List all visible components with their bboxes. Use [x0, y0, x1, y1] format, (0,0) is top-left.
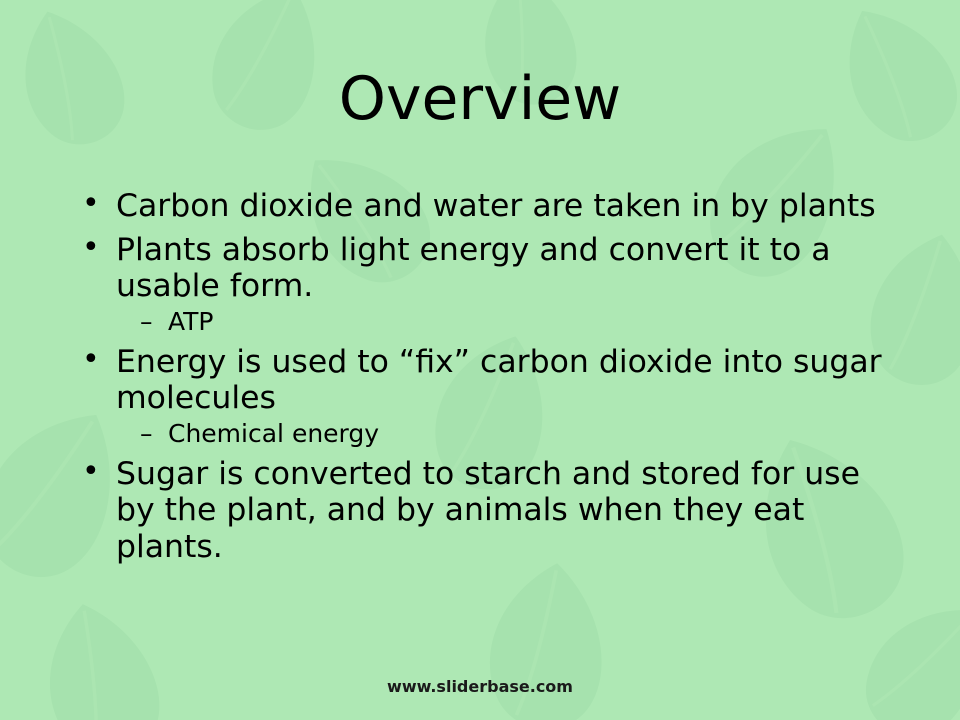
list-item [66, 456, 906, 566]
page-title: Overview [338, 64, 622, 134]
bullet-text: Sugar is converted to starch and stored for use by the plant, and by animals when they eat plants. [116, 455, 860, 565]
bullet-text: Carbon dioxide and water are taken in by plants [116, 188, 876, 224]
list-item [66, 188, 906, 225]
sub-list-item [116, 419, 906, 449]
leaf-icon [824, 567, 960, 720]
slide-body [66, 188, 906, 572]
sub-bullet-text: Chemical energy [168, 418, 380, 448]
sub-bullet-text: ATP [168, 306, 214, 336]
leaf-icon [14, 587, 186, 720]
footer-watermark: www.sliderbase.com [387, 677, 573, 696]
bullet-list [66, 188, 906, 565]
bullet-text: Plants absorb light energy and convert it to a usable form. [116, 231, 831, 305]
sub-list-item [116, 307, 906, 337]
sub-bullet-list [116, 419, 906, 449]
bullet-text: Energy is used to “fix” carbon dioxide into sugar molecules [116, 343, 882, 417]
list-item [66, 344, 906, 449]
sub-bullet-list [116, 307, 906, 337]
list-item [66, 232, 906, 337]
